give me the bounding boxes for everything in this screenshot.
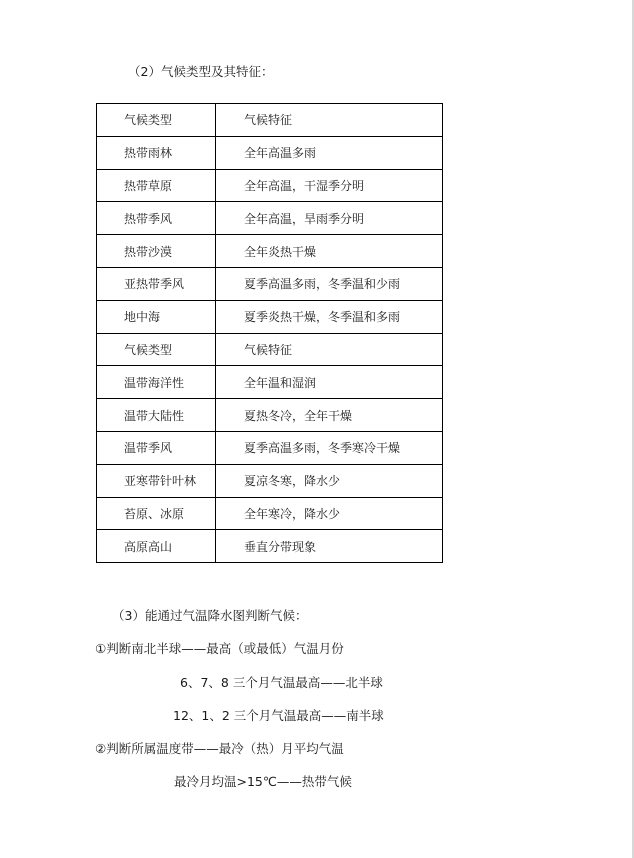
- climate-feature-cell: 全年高温，旱雨季分明: [216, 202, 443, 235]
- table-row: [97, 202, 443, 235]
- tropical-climate-rule: 最冷月均温>15℃——热带气候: [174, 774, 352, 789]
- table-row: [97, 267, 443, 300]
- climate-feature-cell: 垂直分带现象: [216, 530, 443, 563]
- climate-type-cell: 热带雨林: [97, 136, 216, 169]
- climate-type-cell: 气候类型: [97, 104, 216, 137]
- climate-type-cell: 温带大陆性: [97, 399, 216, 432]
- table-row: [97, 104, 443, 137]
- table-row: [97, 366, 443, 399]
- climate-feature-cell: 夏热冬冷，全年干燥: [216, 399, 443, 432]
- climate-type-cell: 地中海: [97, 300, 216, 333]
- section-heading-judge-climate: （3）能通过气温降水图判断气候：: [112, 608, 308, 623]
- climate-type-cell: 亚寒带针叶林: [97, 464, 216, 497]
- climate-feature-cell: 全年高温，干湿季分明: [216, 169, 443, 202]
- judge-temperature-zone-rule: ②判断所属温度带——最冷（热）月平均气温: [95, 741, 344, 756]
- climate-type-cell: 热带草原: [97, 169, 216, 202]
- climate-type-cell: 温带季风: [97, 431, 216, 464]
- climate-table: [96, 103, 443, 563]
- table-row: [97, 464, 443, 497]
- climate-feature-cell: 全年温和湿润: [216, 366, 443, 399]
- climate-type-cell: 热带季风: [97, 202, 216, 235]
- climate-feature-cell: 全年炎热干燥: [216, 235, 443, 268]
- table-row: [97, 300, 443, 333]
- climate-type-cell: 高原高山: [97, 530, 216, 563]
- table-row: [97, 431, 443, 464]
- table-row: [97, 530, 443, 563]
- table-row: [97, 136, 443, 169]
- judge-hemisphere-rule: ①判断南北半球——最高（或最低）气温月份: [95, 641, 344, 656]
- climate-type-cell: 热带沙漠: [97, 235, 216, 268]
- table-row: [97, 235, 443, 268]
- climate-feature-cell: 全年高温多雨: [216, 136, 443, 169]
- section-heading-climate-types: （2）气候类型及其特征：: [128, 64, 274, 79]
- table-row: [97, 399, 443, 432]
- climate-feature-cell: 夏季高温多雨，冬季寒冷干燥: [216, 431, 443, 464]
- climate-feature-cell: 气候特征: [216, 104, 443, 137]
- table-row: [97, 169, 443, 202]
- climate-feature-cell: 夏季炎热干燥，冬季温和多雨: [216, 300, 443, 333]
- climate-type-cell: 亚热带季风: [97, 267, 216, 300]
- climate-feature-cell: 夏季高温多雨，冬季温和少雨: [216, 267, 443, 300]
- table-row: [97, 497, 443, 530]
- climate-type-cell: 苔原、冰原: [97, 497, 216, 530]
- climate-type-cell: 温带海洋性: [97, 366, 216, 399]
- climate-feature-cell: 全年寒冷，降水少: [216, 497, 443, 530]
- climate-type-cell: 气候类型: [97, 333, 216, 366]
- table-row: [97, 333, 443, 366]
- climate-feature-cell: 气候特征: [216, 333, 443, 366]
- northern-hemisphere-rule: 6、7、8 三个月气温最高——北半球: [180, 675, 383, 690]
- climate-feature-cell: 夏凉冬寒，降水少: [216, 464, 443, 497]
- southern-hemisphere-rule: 12、1、2 三个月气温最高——南半球: [173, 708, 384, 723]
